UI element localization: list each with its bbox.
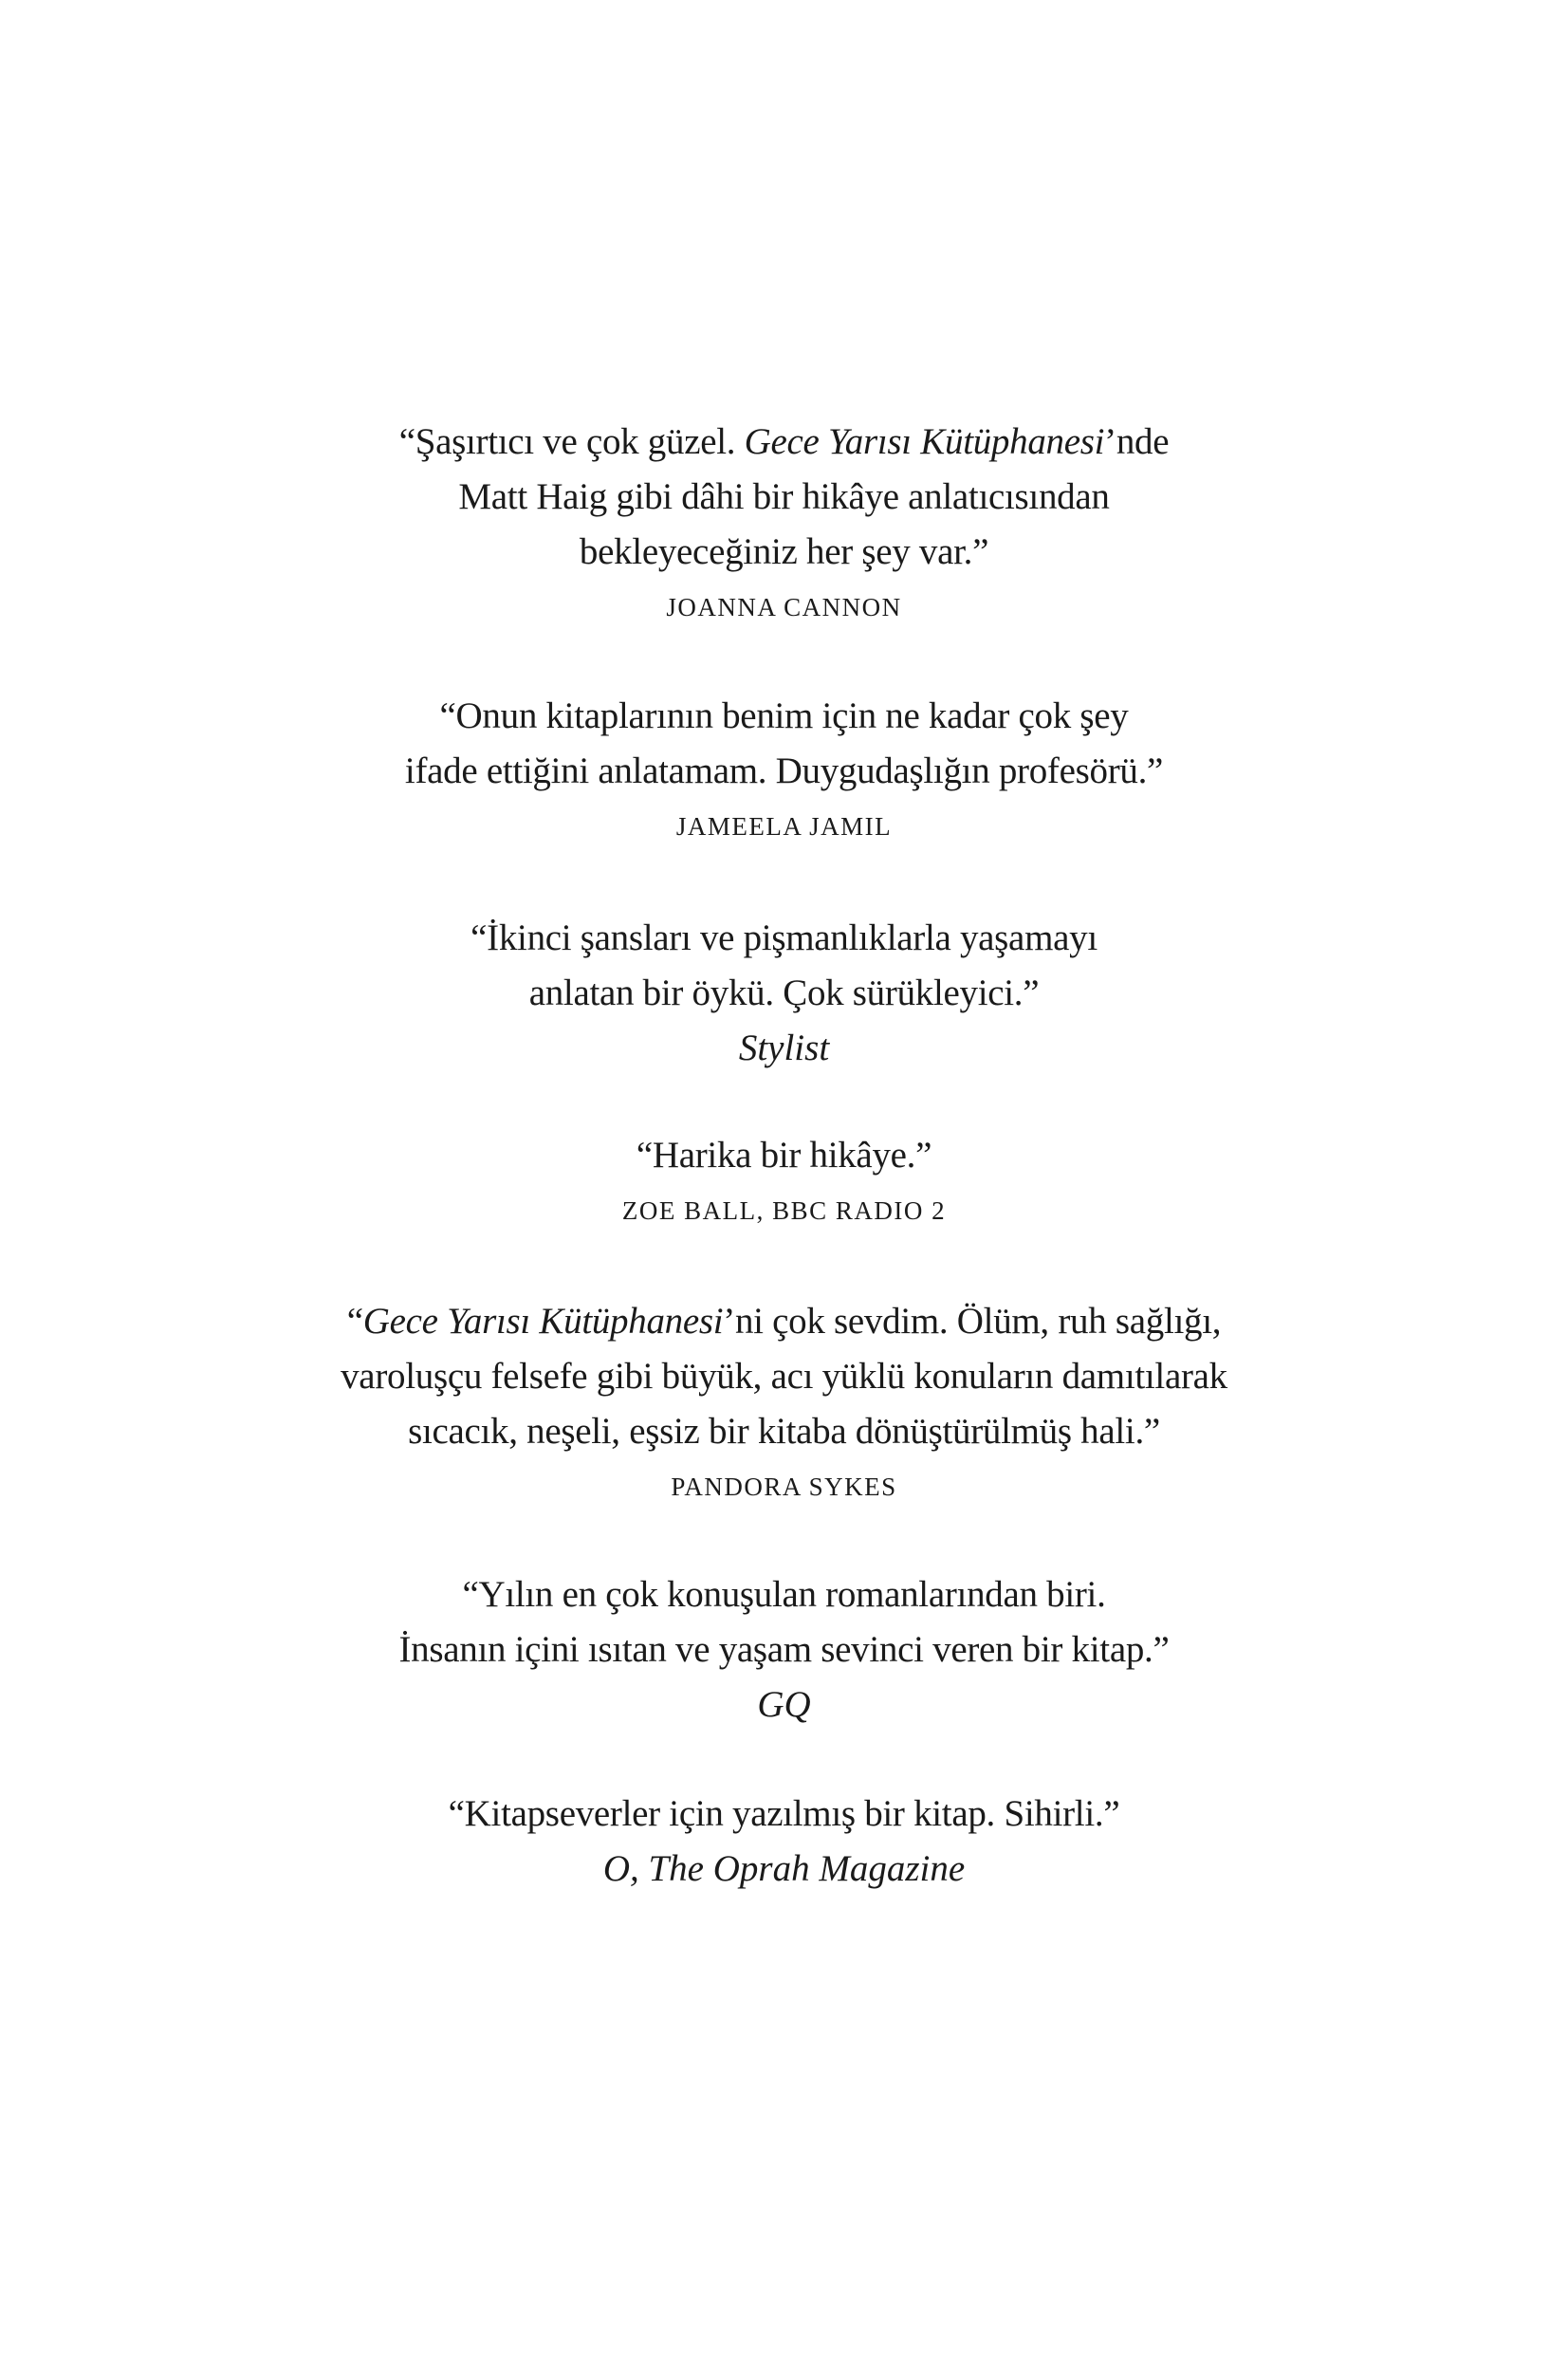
quote-line [0,1128,1568,1183]
quote-text: ’nde [1104,421,1170,462]
quote-line [0,470,1568,525]
quote-text: İnsanın içini ısıtan ve yaşam sevinci veren bir kitap.” [398,1629,1170,1670]
quote-source: GQ [757,1684,811,1725]
italic-title: Gece Yarısı Kütüphanesi [362,1301,724,1342]
blurb-pandora-sykes [0,1294,1568,1514]
quote-text: “Yılın en çok konuşulan romanlarından biri. [462,1574,1106,1615]
quote-source: JOANNA CANNON [666,593,902,621]
quote-line [0,1349,1568,1404]
quote-line [0,689,1568,744]
quote-source: O, The Oprah Magazine [602,1848,966,1889]
blurb-stylist [0,911,1568,1076]
quote-line [0,1622,1568,1677]
blurb-oprah [0,1787,1568,1897]
quote-line [0,1404,1568,1459]
quote-line [0,525,1568,580]
quote-text: Matt Haig gibi dâhi bir hikâye anlatıcısından [458,476,1110,517]
quote-text: ifade ettiğini anlatamam. Duygudaşlığın profesörü.” [404,750,1164,791]
quote-text: sıcacık, neşeli, eşsiz bir kitaba dönüştürülmüş hali.” [408,1411,1160,1452]
quote-text: “ [346,1301,363,1342]
blurb-jameela-jamil [0,689,1568,854]
quote-line [0,911,1568,966]
quote-text: varoluşçu felsefe gibi büyük, acı yüklü konuların damıtılarak [341,1356,1227,1397]
blurb-joanna-cannon [0,415,1568,635]
italic-title: Gece Yarısı Kütüphanesi [744,421,1105,462]
quote-line [0,966,1568,1021]
quote-source: Stylist [738,1028,830,1068]
quote-source: ZOE BALL, BBC RADIO 2 [621,1196,947,1225]
quote-text: “Onun kitaplarının benim için ne kadar çok şey [439,695,1129,736]
quote-text: bekleyeceğiniz her şey var.” [579,531,989,572]
quote-line [0,415,1568,470]
quote-text: anlatan bir öykü. Çok sürükleyici.” [528,973,1040,1013]
quote-text: “Harika bir hikâye.” [636,1135,932,1176]
quote-source: PANDORA SYKES [671,1473,897,1501]
quote-text: ’ni çok sevdim. Ölüm, ruh sağlığı, [723,1301,1222,1342]
quote-line [0,1787,1568,1842]
quote-text: “Şaşırtıcı ve çok güzel. [398,421,745,462]
quote-text: “Kitapseverler için yazılmış bir kitap. Sihirli.” [448,1793,1120,1834]
blurb-gq [0,1567,1568,1732]
quote-line [0,744,1568,799]
quote-text: “İkinci şansları ve pişmanlıklarla yaşamayı [470,917,1098,958]
quote-source: JAMEELA JAMIL [675,812,893,841]
blurb-zoe-ball [0,1128,1568,1238]
quote-line [0,1294,1568,1349]
quote-line [0,1567,1568,1622]
